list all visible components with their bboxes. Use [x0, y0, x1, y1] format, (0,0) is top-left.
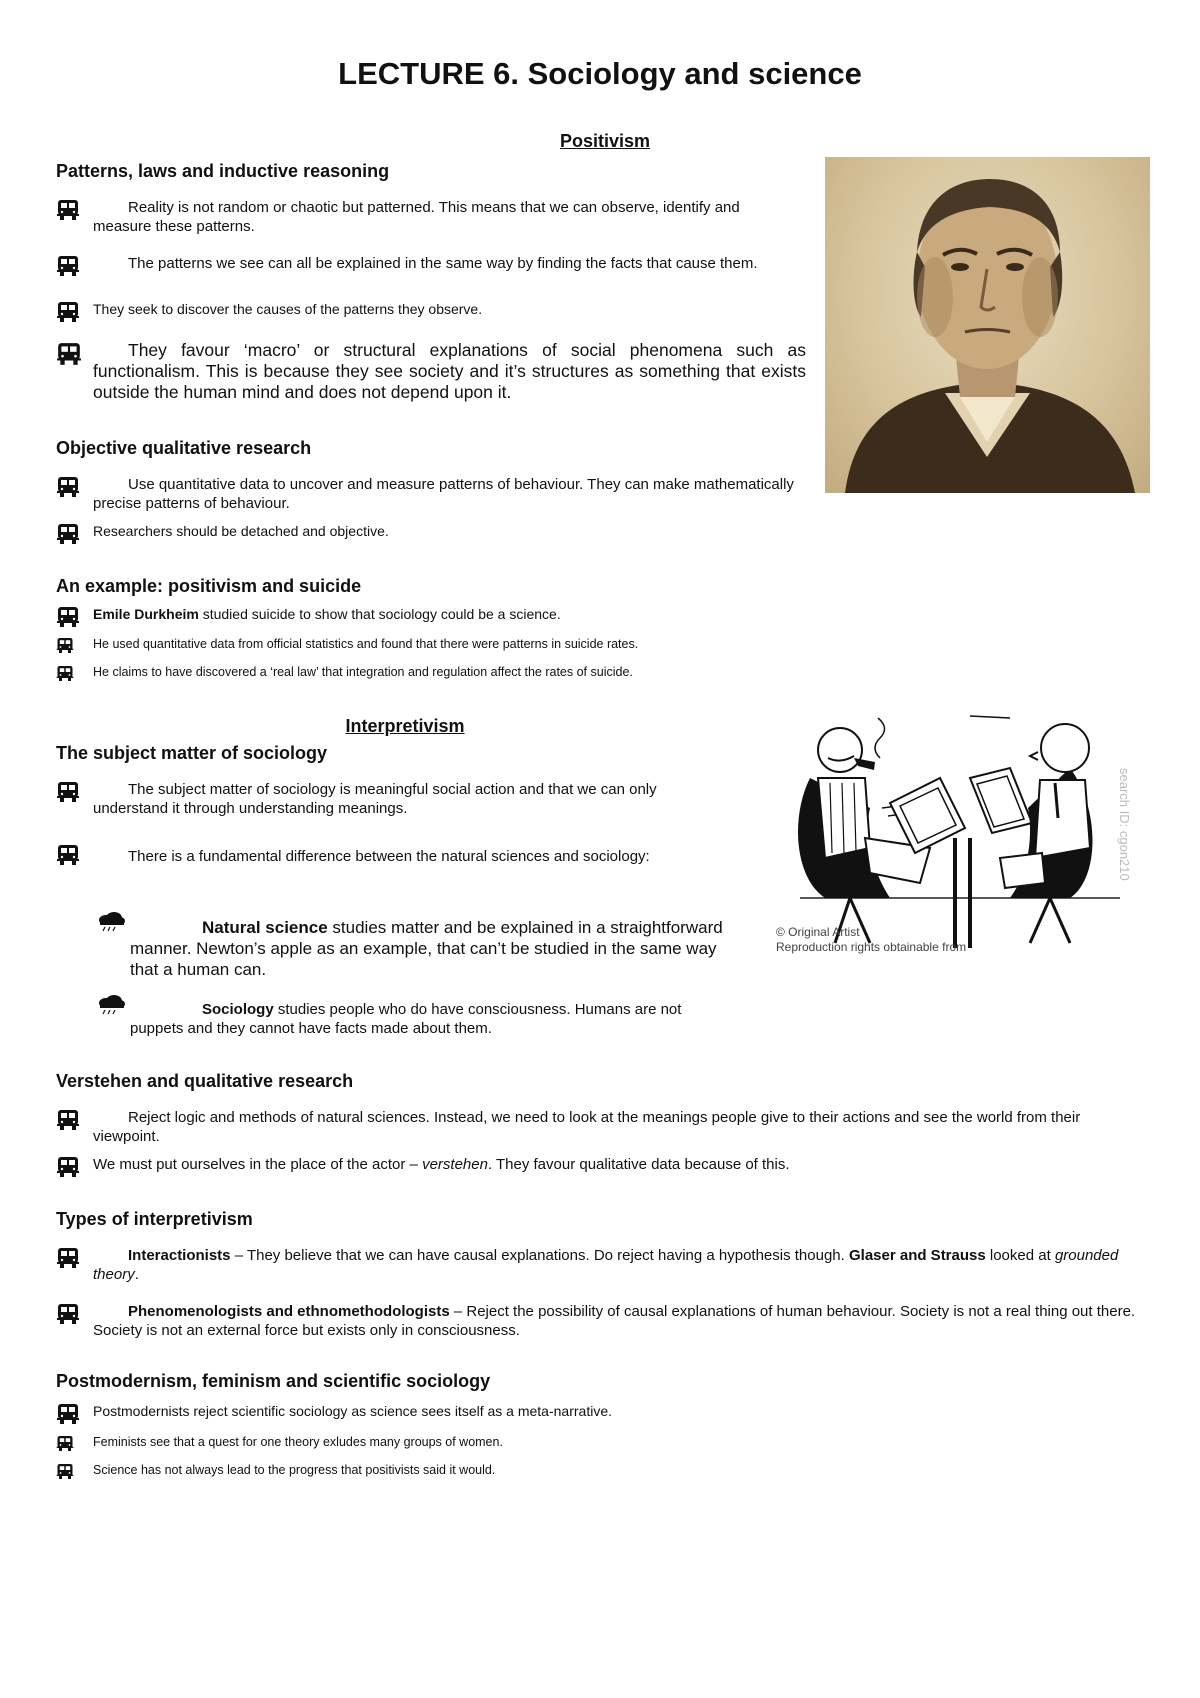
heading-subject-matter: The subject matter of sociology: [56, 743, 328, 763]
list-item: Science has not always lead to the progress that positivists said it would.: [56, 1462, 1056, 1479]
list-item: Sociology studies people who do have consciousness. Humans are not puppets and they cannot have facts made about them.: [96, 1000, 736, 1038]
list-item: Interactionists – They believe that we can have causal explanations. Do reject having a hypothesis though. Glaser and Strauss looked at grounded theory.: [56, 1246, 1136, 1284]
bus-icon: [56, 606, 80, 628]
bus-icon: [56, 255, 80, 277]
list-item: Phenomenologists and ethnomethodologists – Reject the possibility of causal explanations of human behaviour. Society is not a real thing out there. Society is not an external force but exists only in consciousness.: [56, 1302, 1146, 1340]
list-item: Reject logic and methods of natural sciences. Instead, we need to look at the meanings people give to their actions and see the world from their viewpoint.: [56, 1108, 1136, 1146]
bus-icon: [56, 1156, 80, 1178]
section-heading-interpretivism: Interpretivism: [345, 716, 465, 736]
portrait-image: [825, 157, 1150, 493]
bus-icon: [56, 1109, 80, 1131]
heading-example: An example: positivism and suicide: [56, 576, 362, 596]
bus-icon: [56, 1403, 80, 1425]
heading-patterns: Patterns, laws and inductive reasoning: [56, 161, 390, 181]
list-item: The subject matter of sociology is meaningful social action and that we can only understand it through understanding meanings.: [56, 780, 716, 818]
bus-icon: [56, 665, 74, 682]
list-item: Feminists see that a quest for one theory exludes many groups of women.: [56, 1434, 1056, 1451]
list-item: Natural science studies matter and be explained in a straightforward manner. Newton’s apple as an example, that can’t be studied in the same way that a human can.: [96, 917, 736, 980]
bus-icon: [56, 523, 80, 545]
list-item: They seek to discover the causes of the patterns they observe.: [56, 300, 776, 319]
heading-postmodernism: Postmodernism, feminism and scientific sociology: [56, 1371, 491, 1391]
cartoon-image: [770, 708, 1145, 970]
list-item: The patterns we see can all be explained in the same way by finding the facts that cause them.: [56, 254, 776, 273]
bus-icon: [56, 1247, 80, 1269]
bus-icon: [56, 476, 80, 498]
bus-icon: [56, 1303, 80, 1325]
bus-icon: [56, 199, 80, 221]
bus-icon: [56, 637, 74, 654]
bus-icon: [56, 781, 80, 803]
document-title: LECTURE 6. Sociology and science: [338, 56, 862, 91]
cartoon-copyright: © Original Artist: [776, 925, 860, 939]
bus-icon: [56, 1463, 74, 1480]
heading-objective: Objective qualitative research: [56, 438, 312, 458]
cartoon-watermark: search ID: cgon210: [1117, 768, 1132, 881]
list-item: Researchers should be detached and objective.: [56, 522, 796, 541]
heading-types: Types of interpretivism: [56, 1209, 253, 1229]
cloud-icon: [96, 911, 126, 933]
list-item: There is a fundamental difference between the natural sciences and sociology:: [56, 843, 716, 871]
cloud-icon: [96, 994, 126, 1016]
section-heading-positivism: Positivism: [559, 131, 651, 151]
bus-icon: [56, 1435, 74, 1452]
bus-icon: [56, 844, 80, 866]
cartoon-rights: Reproduction rights obtainable from: [776, 940, 967, 954]
heading-verstehen: Verstehen and qualitative research: [56, 1071, 354, 1091]
list-item: They favour ‘macro’ or structural explanations of social phenomena such as functionalism. This is because they see society and it’s structures as something that exists outside the human mind and does not depend upon it.: [56, 340, 806, 403]
list-item: Emile Durkheim studied suicide to show that sociology could be a science.: [56, 605, 1056, 624]
list-item: Use quantitative data to uncover and measure patterns of behaviour. They can make mathematically precise patterns of behaviour.: [56, 475, 796, 513]
bus-icon: [56, 301, 80, 323]
list-item: Postmodernists reject scientific sociology as science sees itself as a meta-narrative.: [56, 1402, 1056, 1421]
list-item: He claims to have discovered a ‘real law’ that integration and regulation affect the rates of suicide.: [56, 664, 1056, 681]
portrait-illustration: [825, 157, 1150, 493]
list-item: He used quantitative data from official statistics and found that there were patterns in suicide rates.: [56, 636, 1056, 653]
cartoon-illustration: [770, 708, 1145, 970]
list-item: We must put ourselves in the place of the actor – verstehen. They favour qualitative data because of this.: [56, 1155, 1136, 1174]
bus-icon: [56, 341, 82, 367]
list-item: Reality is not random or chaotic but patterned. This means that we can observe, identify and measure these patterns.: [56, 198, 776, 236]
